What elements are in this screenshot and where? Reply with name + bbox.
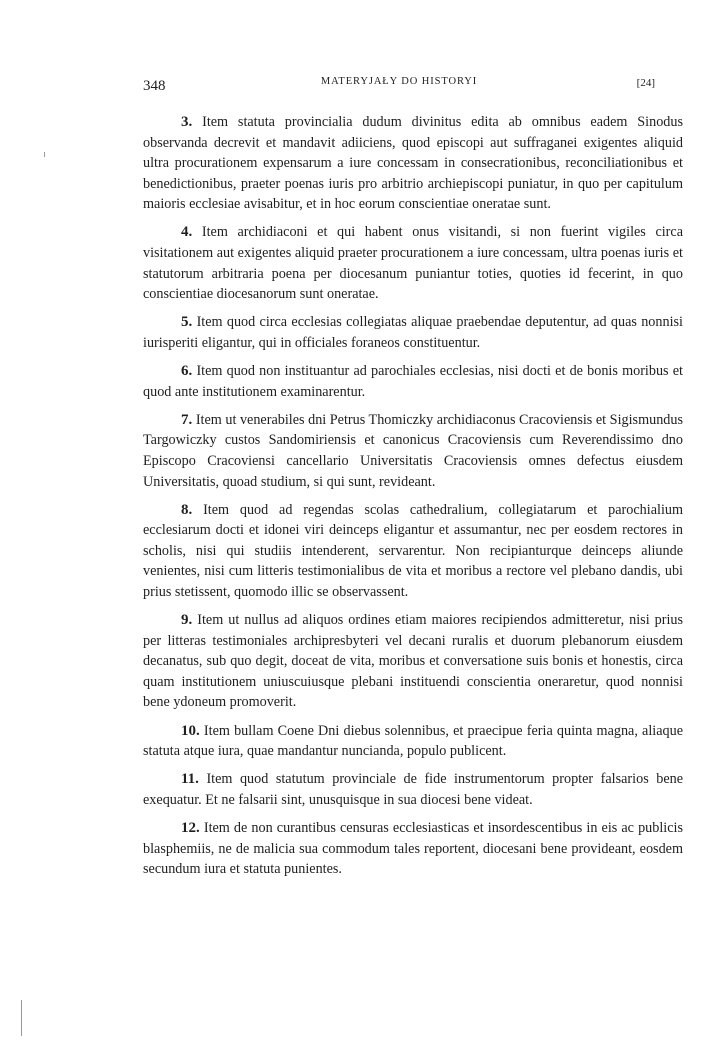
paragraph-6 [143, 361, 683, 402]
margin-tick [21, 1000, 22, 1036]
running-title: MATERYJAŁY DO HISTORYI [320, 76, 478, 87]
paragraph-text: Item bullam Coene Dni diebus solennibus, et praecipue feria quinta magna, aliaque statuta atque iura, quae mandantur nuncianda, populo publicent. [143, 722, 684, 760]
paragraph-7 [143, 410, 683, 492]
body-text [143, 112, 683, 887]
paragraph-text: Item archidiaconi et qui habent onus visitandi, si non fuerint vigiles circa visitationem aut exigentes aliquid praeter procurationem a iure concessam, ultra poenas iuris et statutorum arbitraria poena per diocesanum puniantur toties, quoties id fecerint, in quo conscientiae diocesanorum sunt oneratae. [143, 224, 683, 303]
paragraph-4 [143, 222, 683, 304]
paragraph-text: Item quod non instituantur ad parochiales ecclesias, nisi docti et de bonis moribus et quod ante institutionem examinarentur. [143, 363, 684, 400]
page-header [143, 74, 655, 100]
paragraph-text: Item quod ad regendas scolas cathedralium, collegiatarum et parochialium ecclesiarum docti et idonei viri deinceps eligantur et assumantur, nec per eosdem rectores in scholis, nisi qui studiis intenderent, servarentur. Non recipianturque deinceps aliunde venientes, nisi cum litteris testimonialibus de vita et moribus a rectore vel plebano dandis, ubi prius stetissent, quomodo illic se observassent. [143, 501, 684, 600]
paragraph-number: 4. [181, 224, 193, 241]
paragraph-number: 11. [181, 771, 199, 788]
paragraph-number: 7. [181, 411, 193, 428]
paragraph-12 [143, 818, 683, 880]
paragraph-number: 6. [181, 363, 193, 380]
paragraph-5 [143, 312, 683, 353]
margin-tick [44, 152, 45, 157]
paragraph-number: 9. [181, 612, 193, 629]
paragraph-8 [143, 500, 683, 603]
paragraph-text: Item quod statutum provinciale de fide instrumentorum propter falsarios bene exequatur. Et ne falsarii sint, unusquisque in sua diocesi bene videat. [143, 771, 684, 808]
paragraph-text: Item statuta provincialia dudum divinitus edita ab omnibus eadem Sinodus observanda decrevit et mandavit adiiciens, quod episcopi aut suffraganei exigentes aliquid ultra procurationem expensarum a iure concessam in consecrationibus, reconciliationibus et benedictionibus, praeter poenas iuris pro arbitrio archiepiscopi puniatur, in quo per capitulum maioris ecclesiae avisabitur, et in hoc eorum conscientiae oneratae sunt. [143, 114, 684, 213]
paragraph-11 [143, 769, 683, 810]
paragraph-number: 12. [181, 819, 200, 836]
paragraph-9 [143, 610, 683, 713]
paragraph-text: Item quod circa ecclesias collegiatas aliquae praebendae deputentur, ad quas nonnisi iurisperiti eligantur, qui in officiales foraneos constituentur. [143, 314, 683, 351]
paragraph-text: Item ut venerabiles dni Petrus Thomiczky archidiaconus Cracoviensis et Sigismundus Targowiczky custos Sandomiriensis et canonicus Cracoviensis cum Reverendissimo dno Episcopo Cracoviensi cancellario Universitatis Cracoviensis omnes defectus eiusdem Universitatis, quoad studium, si qui sunt, revideant. [143, 411, 683, 490]
paragraph-number: 5. [181, 314, 193, 331]
paragraph-10 [143, 721, 683, 762]
page-number: 348 [143, 78, 166, 94]
paragraph-text: Item ut nullus ad aliquos ordines etiam maiores recipiendos admitteretur, nisi prius per litteras testimoniales archipresbyteri vel decani ruralis et duorum plebanorum eiusdem decanatus, sub quo degit, doceat de vita, moribus et conversatione suis bonis et honestis, circa quam institutionem uniuscuiusque plebani instituendi conscientia oneraretur, quod nonnisi bene ydoneum promoverit. [143, 612, 683, 711]
paragraph-text: Item de non curantibus censuras ecclesiasticas et insordescentibus in eis ac publicis blasphemiis, ne de malicia sua commodum tales reportent, diocesani bene provideant, eosdem secundum iura et statuta punientes. [143, 819, 683, 878]
paragraph-3 [143, 112, 683, 215]
paragraph-number: 8. [181, 501, 193, 518]
section-mark: [24] [636, 77, 655, 89]
paragraph-number: 3. [181, 114, 193, 130]
paragraph-number: 10. [181, 722, 200, 739]
